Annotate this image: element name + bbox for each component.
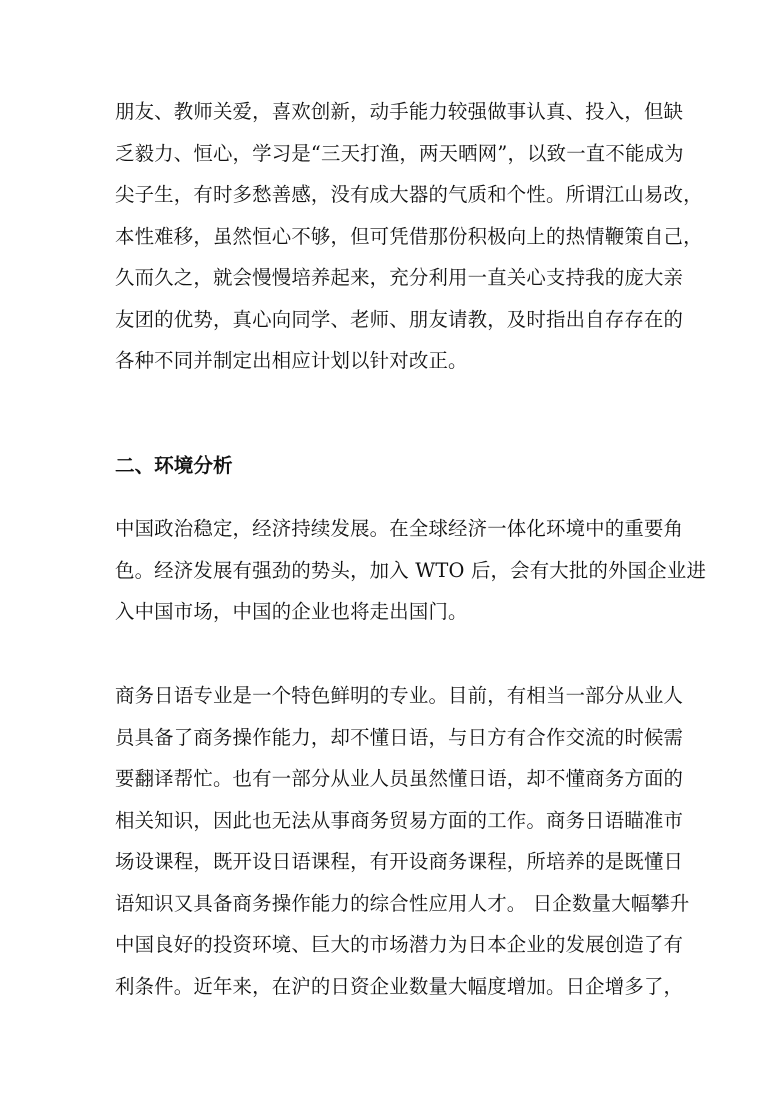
- text-line: 要翻译帮忙。也有一部分从业人员虽然懂日语，却不懂商务方面的: [115, 767, 684, 790]
- text-line: 色。经济发展有强劲的势头，加入 WTO 后，会有大批的外国企业进: [115, 558, 707, 582]
- text-line: 场设课程，既开设日语课程，有开设商务课程，所培养的是既懂日: [115, 850, 684, 873]
- text-line: 商务日语专业是一个特色鲜明的专业。目前，有相当一部分从业人: [115, 684, 684, 707]
- section-heading-environment: [115, 451, 660, 481]
- text-line: 乏毅力、恒心，学习是“三天打渔，两天晒网”，以致一直不能成为: [115, 141, 684, 165]
- text-line: 友团的优势，真心向同学、老师、朋友请教，及时指出自存存在的: [115, 307, 684, 331]
- text-line: 本性难移，虽然恒心不够，但可凭借那份积极向上的热情鞭策自己，: [115, 224, 703, 248]
- paragraph-environment: [115, 508, 707, 633]
- section-title: 二、环境分析: [115, 454, 233, 477]
- text-line: 朋友、教师关爱，喜欢创新，动手能力较强做事认真、投入，但缺: [115, 100, 684, 123]
- text-line: 久而久之，就会慢慢培养起来，充分利用一直关心支持我的庞大亲: [115, 266, 684, 289]
- paragraph-business-japanese: [115, 675, 690, 1007]
- text-line: 利条件。近年来，在沪的日资企业数量大幅度增加。日企增多了，: [115, 974, 684, 998]
- text-line: 入中国市场，中国的企业也将走出国门。: [115, 600, 468, 623]
- text-line: 员具备了商务操作能力，却不懂日语，与日方有合作交流的时候需: [115, 725, 684, 749]
- paragraph-self-assessment: [115, 91, 703, 382]
- text-line: 中国良好的投资环境、巨大的市场潜力为日本企业的发展创造了有: [115, 933, 684, 956]
- text-line: 语知识又具备商务操作能力的综合性应用人才。 日企数量大幅攀升: [115, 891, 690, 915]
- text-line: 尖子生，有时多愁善感，没有成大器的气质和个性。所谓江山易改，: [115, 183, 703, 206]
- text-line: 中国政治稳定，经济持续发展。在全球经济一体化环境中的重要角: [115, 517, 684, 540]
- text-line: 各种不同并制定出相应计划以针对改正。: [115, 349, 468, 372]
- text-line: 相关知识，因此也无法从事商务贸易方面的工作。商务日语瞄准市: [115, 808, 684, 832]
